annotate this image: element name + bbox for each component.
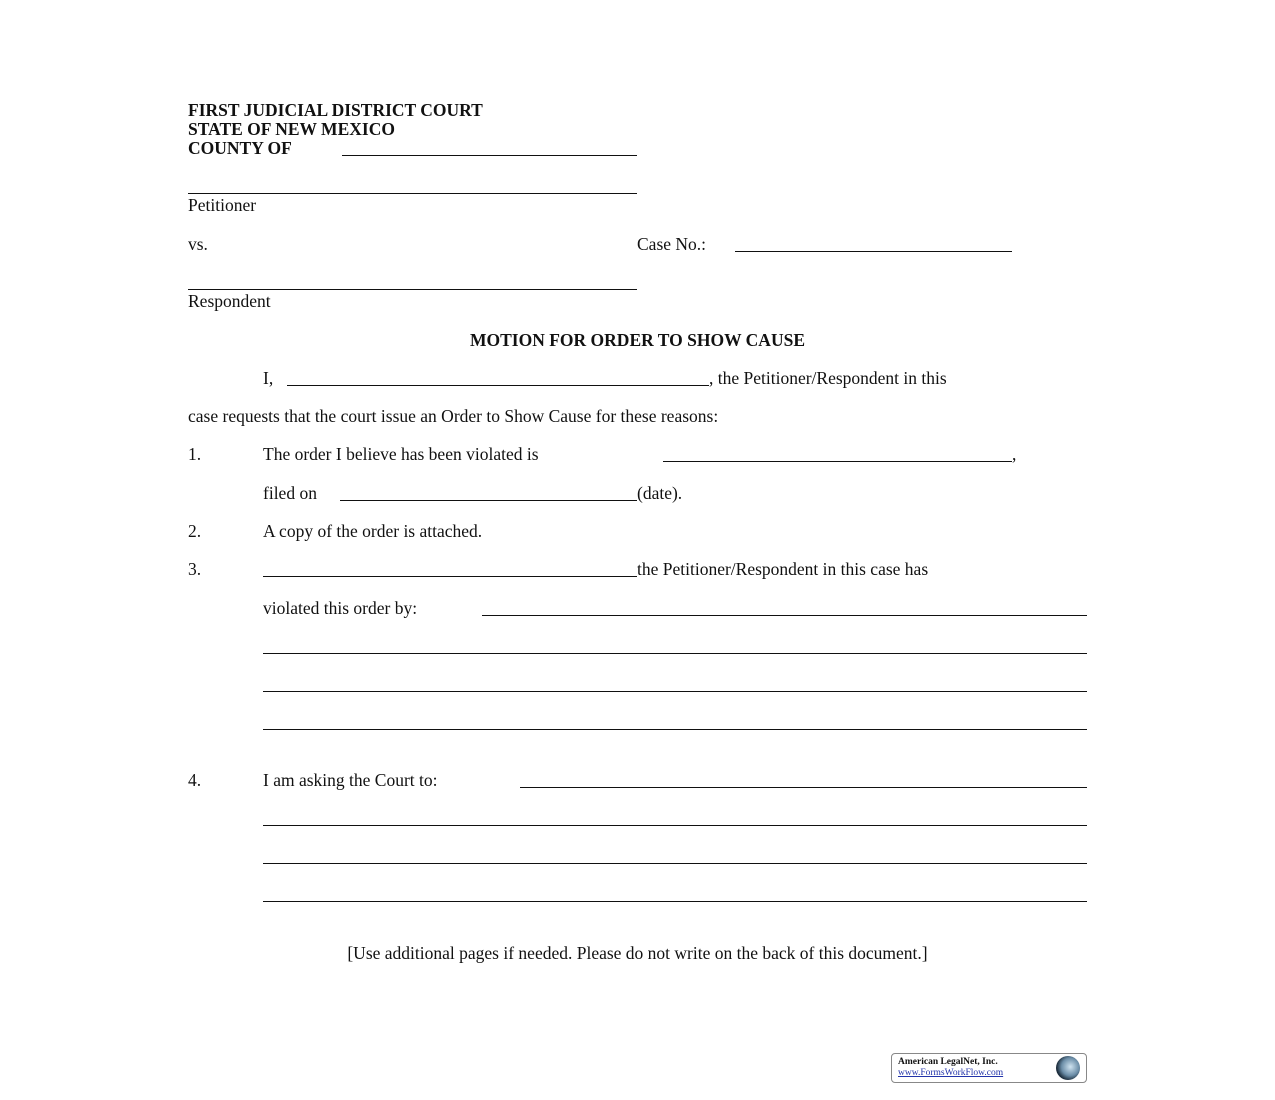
violation-field-2[interactable] — [263, 653, 1087, 654]
violation-field-1[interactable] — [482, 615, 1087, 616]
petitioner-label: Petitioner — [188, 195, 257, 215]
court-name: FIRST JUDICIAL DISTRICT COURT — [188, 100, 483, 120]
item-4-text: I am asking the Court to: — [263, 770, 438, 790]
respondent-field[interactable] — [188, 289, 637, 290]
case-no-label: Case No.: — [637, 234, 707, 254]
request-field-3[interactable] — [263, 863, 1087, 864]
item-3-number: 3. — [188, 559, 202, 579]
document-title: MOTION FOR ORDER TO SHOW CAUSE — [470, 330, 805, 350]
logo-company-name: American LegalNet, Inc. — [898, 1057, 998, 1067]
request-field-1[interactable] — [520, 787, 1087, 788]
american-legalnet-logo — [891, 1053, 1087, 1083]
county-field[interactable] — [342, 155, 637, 156]
request-field-4[interactable] — [263, 901, 1087, 902]
intro-line2: case requests that the court issue an Order to Show Cause for these reasons: — [188, 406, 719, 426]
item-1-comma: , — [1012, 444, 1017, 464]
violation-field-4[interactable] — [263, 729, 1087, 730]
item-1-text: The order I believe has been violated is — [263, 444, 539, 464]
vs-label: vs. — [188, 234, 208, 254]
globe-icon — [1056, 1056, 1080, 1080]
intro-role: , the Petitioner/Respondent in this — [709, 368, 947, 388]
logo-url-link[interactable]: www.FormsWorkFlow.com — [898, 1068, 1004, 1078]
petitioner-field[interactable] — [188, 193, 637, 194]
respondent-label: Respondent — [188, 291, 271, 311]
item-3-text: the Petitioner/Respondent in this case has — [637, 559, 929, 579]
footer-note: [Use additional pages if needed. Please do not write on the back of this document.] — [347, 943, 928, 963]
item-1-number: 1. — [188, 444, 202, 464]
date-label: (date). — [637, 483, 683, 503]
filed-on-label: filed on — [263, 483, 317, 503]
county-label: COUNTY OF — [188, 138, 292, 158]
intro-i: I, — [263, 368, 274, 388]
violation-field-3[interactable] — [263, 691, 1087, 692]
item-4-number: 4. — [188, 770, 202, 790]
state-name: STATE OF NEW MEXICO — [188, 119, 395, 139]
violator-field[interactable] — [263, 576, 637, 577]
item-2-text: A copy of the order is attached. — [263, 521, 483, 541]
violated-order-field[interactable] — [663, 461, 1012, 462]
case-no-field[interactable] — [735, 251, 1012, 252]
request-field-2[interactable] — [263, 825, 1087, 826]
violated-by-label: violated this order by: — [263, 598, 418, 618]
name-field[interactable] — [287, 385, 709, 386]
item-2-number: 2. — [188, 521, 202, 541]
filed-date-field[interactable] — [340, 500, 637, 501]
